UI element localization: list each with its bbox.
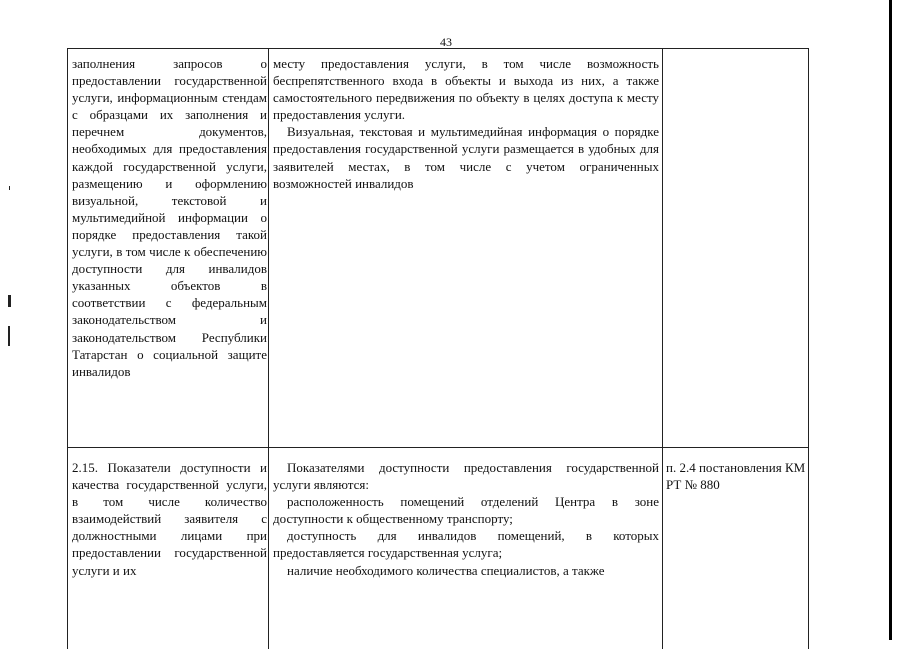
regulation-table bbox=[67, 48, 809, 649]
row2-content-para: расположенность помещений отделений Центра в зоне доступности к общественному транспорту; bbox=[273, 494, 659, 527]
scan-artifact bbox=[8, 295, 11, 307]
row1-requirement-cell bbox=[72, 55, 267, 380]
row2-reference-text: п. 2.4 постановления КМ РТ № 880 bbox=[666, 460, 806, 493]
row1-content-para: Визуальная, текстовая и мультимедийная информация о порядке предоставления государственной услуги размещается в удобных для заявителей местах, в том числе с учетом ограниченных возможностей инвалидов bbox=[273, 124, 659, 191]
scan-edge-line bbox=[889, 0, 892, 640]
row1-content-para: месту предоставления услуги, в том числе возможность беспрепятственного входа в объекты и выхода из них, а также самостоятельного передвижения по объекту в целях доступа к месту предоставления услуги. bbox=[273, 56, 659, 123]
row2-content-cell bbox=[273, 459, 659, 579]
column-divider bbox=[662, 49, 663, 649]
scan-artifact bbox=[9, 186, 10, 190]
row1-content-cell bbox=[273, 55, 659, 192]
row2-content-para: доступность для инвалидов помещений, в которых предоставляется государственная услуга; bbox=[273, 528, 659, 561]
row-divider bbox=[68, 447, 809, 448]
row2-reference-cell bbox=[666, 459, 806, 493]
column-divider bbox=[268, 49, 269, 649]
row2-content-para: наличие необходимого количества специалистов, а также bbox=[287, 562, 605, 578]
scan-artifact bbox=[8, 326, 10, 346]
column-divider bbox=[808, 49, 809, 649]
row1-requirement-text: заполнения запросов о предоставлении государственной услуги, информационным стендам с образцами их заполнения и перечнем документов, необходимых для предоставления каждой государственной услуги, размещению и оформлению визуальной, текстовой и мультимедийной информации о порядке предоставления такой услуги, в том числе к обеспечению доступности для инвалидов указанных объектов в соответствии с федеральным законодательством и законодательством Республики Татарстан о социальной защите инвалидов bbox=[72, 56, 267, 379]
row2-content-para: Показателями доступности предоставления государственной услуги являются: bbox=[273, 460, 659, 493]
row2-requirement-text: 2.15. Показатели доступности и качества государственной услуги, в том числе количество взаимодействий заявителя с должностными лицами при предоставлении государственной услуги и их bbox=[72, 460, 267, 578]
row2-requirement-cell bbox=[72, 459, 267, 579]
page-number: 43 bbox=[440, 35, 452, 49]
